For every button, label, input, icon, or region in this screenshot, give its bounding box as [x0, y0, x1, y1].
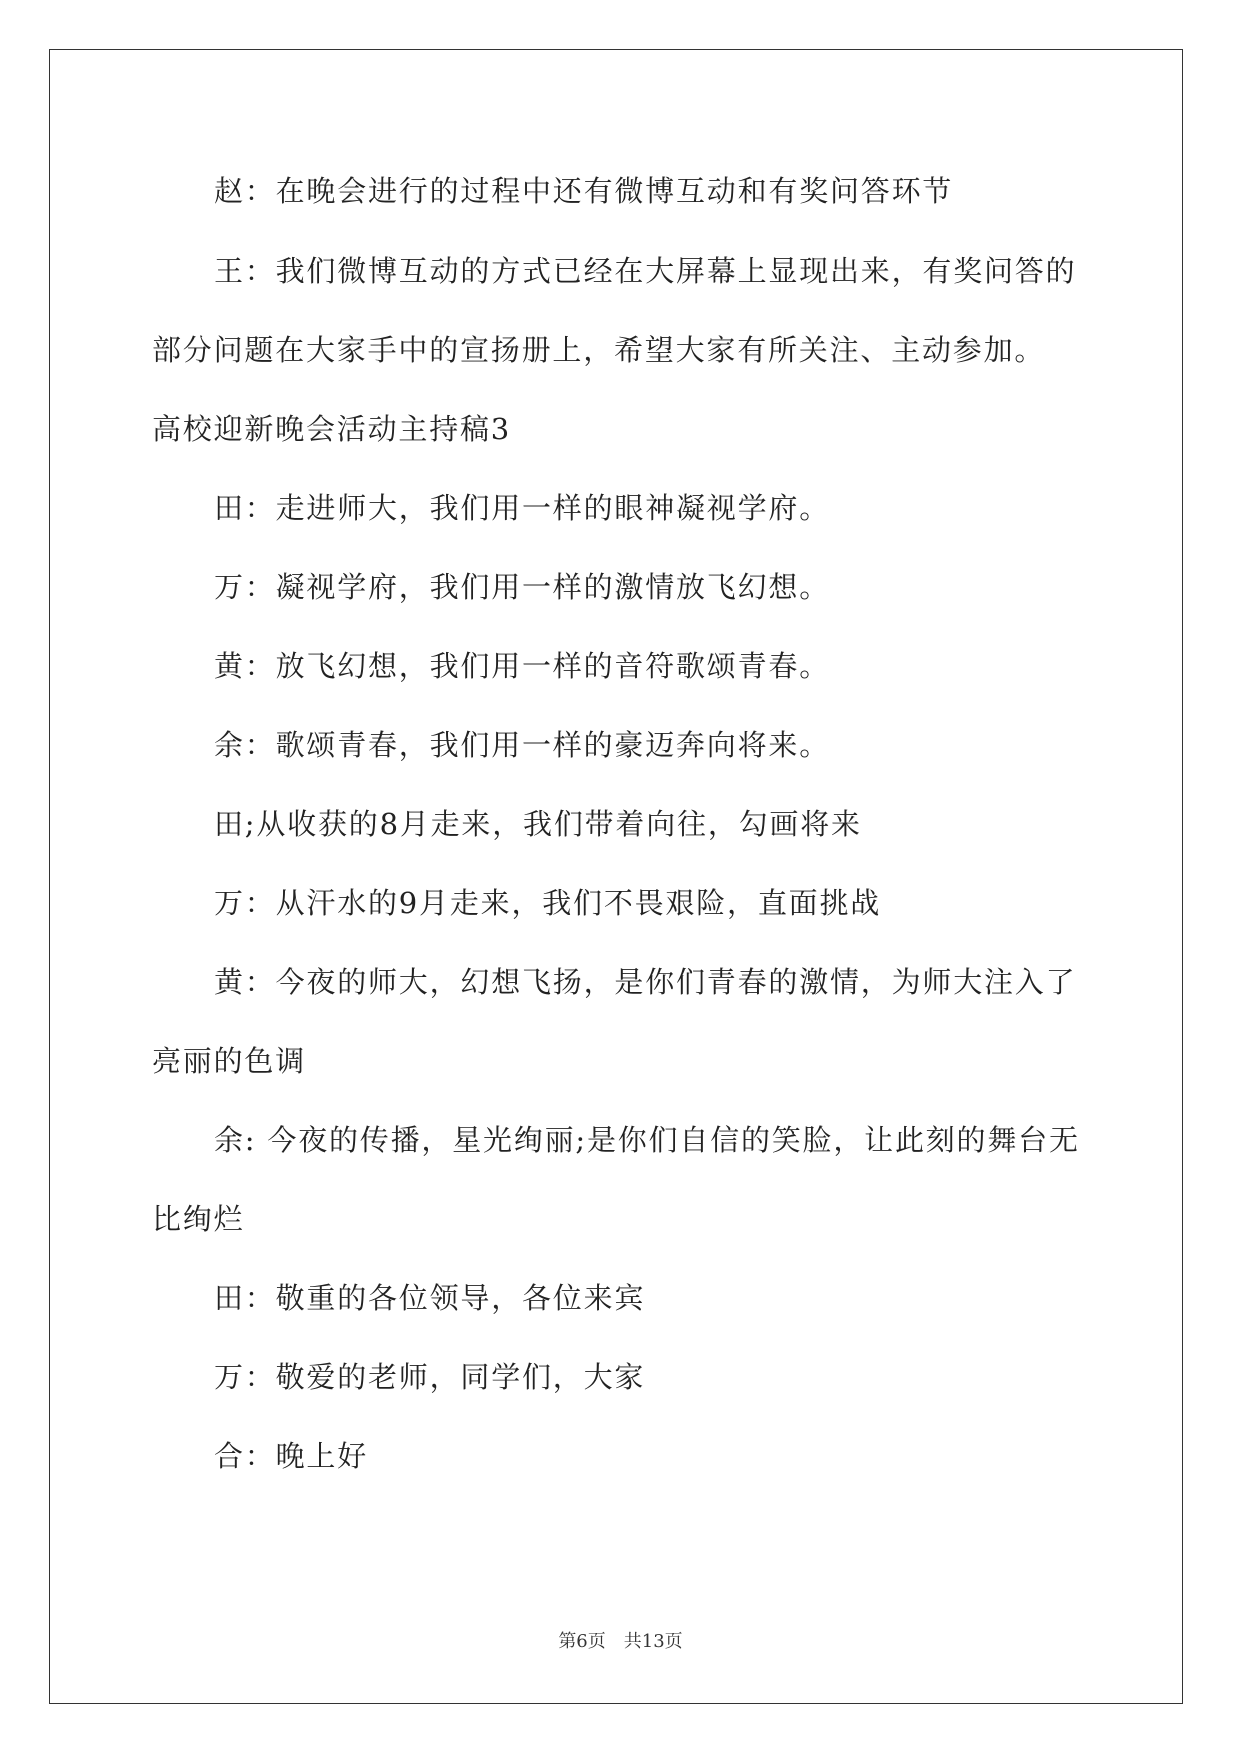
paragraph-line: 黄：今夜的师大，幻想飞扬，是你们青春的激情，为师大注入了 [214, 965, 1077, 999]
paragraph-line: 余：歌颂青春，我们用一样的豪迈奔向将来。 [214, 728, 831, 762]
paragraph-line: 万：从汗水的9月走来，我们不畏艰险，直面挑战 [214, 886, 882, 920]
paragraph-line: 部分问题在大家手中的宣扬册上，希望大家有所关注、主动参加。 [152, 333, 1046, 367]
paragraph-line: 赵：在晚会进行的过程中还有微博互动和有奖问答环节 [214, 174, 954, 208]
paragraph-line: 田：敬重的各位领导，各位来宾 [214, 1281, 646, 1315]
section-title: 高校迎新晚会活动主持稿3 [152, 412, 512, 446]
paragraph-line: 合：晚上好 [214, 1439, 369, 1473]
paragraph-line: 亮丽的色调 [152, 1044, 307, 1078]
paragraph-line: 王：我们微博互动的方式已经在大屏幕上显现出来，有奖问答的 [214, 254, 1077, 288]
paragraph-line: 田：走进师大，我们用一样的眼神凝视学府。 [214, 491, 831, 525]
paragraph-line: 比绚烂 [152, 1202, 245, 1236]
paragraph-line: 余: 今夜的传播，星光绚丽;是你们自信的笑脸，让此刻的舞台无 [214, 1123, 1080, 1157]
paragraph-line: 田;从收获的8月走来，我们带着向往，勾画将来 [214, 807, 862, 841]
paragraph-line: 黄：放飞幻想，我们用一样的音符歌颂青春。 [214, 649, 831, 683]
page-number-footer: 第6页 共13页 [558, 1631, 683, 1652]
paragraph-line: 万：凝视学府，我们用一样的激情放飞幻想。 [214, 570, 831, 604]
paragraph-line: 万：敬爱的老师，同学们，大家 [214, 1360, 646, 1394]
